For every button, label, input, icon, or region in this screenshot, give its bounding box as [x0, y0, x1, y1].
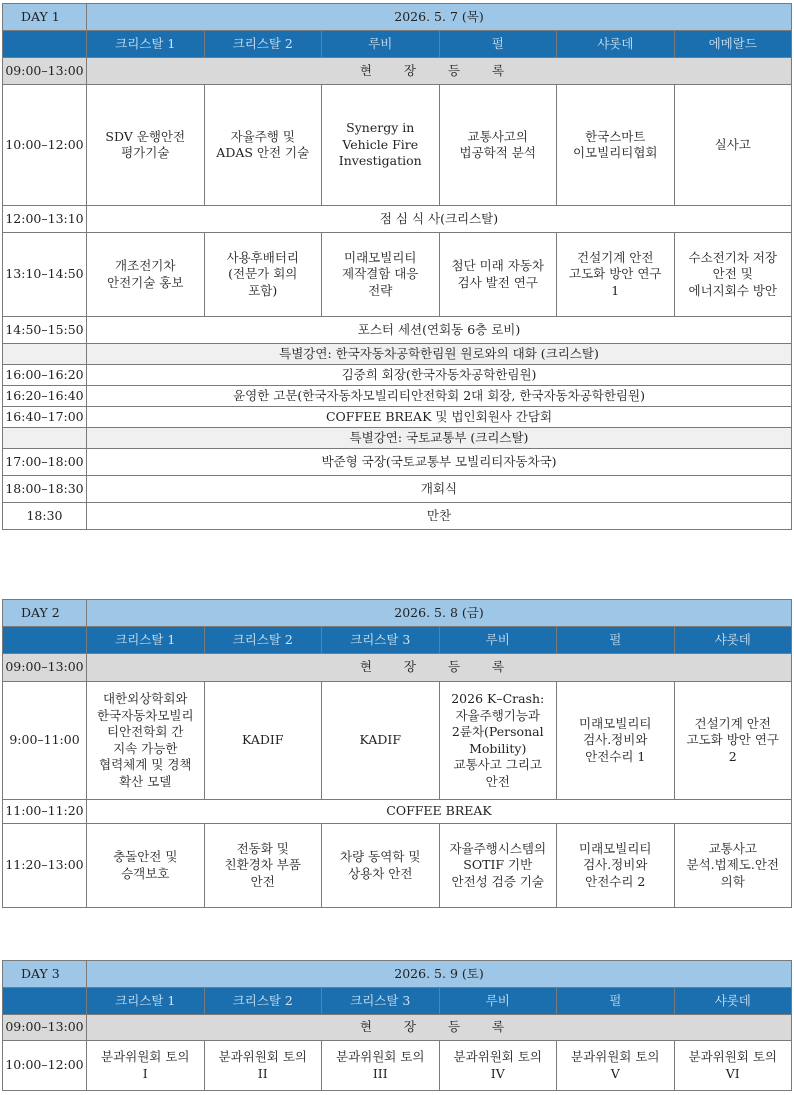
session-cell: 차량 동역학 및 상용차 안전: [322, 824, 440, 908]
time-cell: 09:00–13:00: [3, 1015, 87, 1041]
room-header: 크리스탈 1: [87, 31, 205, 58]
time-cell: 13:10–14:50: [3, 233, 87, 317]
day1-schedule-table: [2, 3, 792, 530]
coffee-row: [3, 407, 792, 428]
session-cell: 개조전기차 안전기술 홍보: [87, 233, 205, 317]
talk-cell: 박준형 국장(국토교통부 모빌리티자동차국): [87, 449, 792, 476]
talk-cell: 김중희 회장(한국자동차공학한림원): [87, 365, 792, 386]
time-cell: 11:20–13:00: [3, 824, 87, 908]
room-header: 샤롯데: [557, 31, 675, 58]
day-label: DAY 1: [3, 4, 87, 31]
lunch-cell: 점 심 식 사(크리스탈): [87, 206, 792, 233]
day-label: DAY 2: [3, 600, 87, 627]
session-cell: 분과위원회 토의 IV: [439, 1041, 557, 1091]
room-header: 루비: [322, 31, 440, 58]
time-cell: 09:00–13:00: [3, 654, 87, 682]
registration-row: [3, 654, 792, 682]
time-cell: 16:00–16:20: [3, 365, 87, 386]
poster-row: [3, 317, 792, 344]
day-label: DAY 3: [3, 961, 87, 988]
talk-row: [3, 365, 792, 386]
room-header-blank: [3, 31, 87, 58]
session-cell: 충돌안전 및 승객보호: [87, 824, 205, 908]
time-cell: 9:00–11:00: [3, 682, 87, 800]
room-header: 루비: [439, 627, 557, 654]
special-lecture-cell: 특별강연: 한국자동차공학한림원 원로와의 대화 (크리스탈): [87, 344, 792, 365]
session-cell: 수소전기차 저장 안전 및 에너지회수 방안: [674, 233, 792, 317]
dinner-row: [3, 503, 792, 530]
room-header: 크리스탈 2: [204, 988, 322, 1015]
session-cell: KADIF: [204, 682, 322, 800]
day3-schedule-table: [2, 960, 792, 1091]
session-cell: 자율주행시스템의 SOTIF 기반 안전성 검증 기술: [439, 824, 557, 908]
session-cell: KADIF: [322, 682, 440, 800]
time-cell: 14:50–15:50: [3, 317, 87, 344]
day2-header-row: [3, 600, 792, 627]
room-header: 샤롯데: [674, 988, 792, 1015]
session-cell: Synergy in Vehicle Fire Investigation: [322, 85, 440, 206]
session-cell: 첨단 미래 자동차 검사 발전 연구: [439, 233, 557, 317]
session-row: [3, 824, 792, 908]
session-cell: 미래모빌리티 검사.정비와 안전수리 1: [557, 682, 675, 800]
room-header: 펄: [557, 627, 675, 654]
poster-cell: 포스터 세션(연회동 6층 로비): [87, 317, 792, 344]
day1-room-row: [3, 31, 792, 58]
session-cell: 분과위원회 토의 V: [557, 1041, 675, 1091]
session-cell: 미래모빌리티 검사.정비와 안전수리 2: [557, 824, 675, 908]
room-header: 에메랄드: [674, 31, 792, 58]
time-cell: 10:00–12:00: [3, 85, 87, 206]
registration-cell: 현 장 등 록: [87, 58, 792, 85]
room-header: 펄: [557, 988, 675, 1015]
room-header: 크리스탈 3: [322, 988, 440, 1015]
day2-schedule-table: [2, 599, 792, 908]
time-cell: 18:30: [3, 503, 87, 530]
session-cell: 건설기계 안전 고도화 방안 연구 1: [557, 233, 675, 317]
day3-room-row: [3, 988, 792, 1015]
session-cell: 실사고: [674, 85, 792, 206]
room-header: 루비: [439, 988, 557, 1015]
time-cell-blank: [3, 428, 87, 449]
time-cell: 10:00–12:00: [3, 1041, 87, 1091]
registration-row: [3, 58, 792, 85]
session-cell: 교통사고 분석.법제도.안전 의학: [674, 824, 792, 908]
session-cell: SDV 운행안전 평가기술: [87, 85, 205, 206]
room-header: 펄: [439, 31, 557, 58]
session-cell: 사용후배터리 (전문가 회의 포함): [204, 233, 322, 317]
day-date: 2026. 5. 8 (금): [87, 600, 792, 627]
day3-header-row: [3, 961, 792, 988]
registration-cell: 현 장 등 록: [87, 654, 792, 682]
session-cell: 분과위원회 토의 I: [87, 1041, 205, 1091]
special-lecture-row: [3, 344, 792, 365]
session-cell: 교통사고의 법공학적 분석: [439, 85, 557, 206]
session-cell: 자율주행 및 ADAS 안전 기술: [204, 85, 322, 206]
lunch-row: [3, 206, 792, 233]
registration-cell: 현 장 등 록: [87, 1015, 792, 1041]
time-cell: 18:00–18:30: [3, 476, 87, 503]
room-header: 샤롯데: [674, 627, 792, 654]
room-header-blank: [3, 627, 87, 654]
room-header: 크리스탈 1: [87, 627, 205, 654]
session-cell: 한국스마트 이모빌리티협회: [557, 85, 675, 206]
special-lecture-cell: 특별강연: 국토교통부 (크리스탈): [87, 428, 792, 449]
session-cell: 건설기계 안전 고도화 방안 연구 2: [674, 682, 792, 800]
opening-row: [3, 476, 792, 503]
day-date: 2026. 5. 7 (목): [87, 4, 792, 31]
dinner-cell: 만찬: [87, 503, 792, 530]
session-cell: 2026 K–Crash: 자율주행기능과 2륜차(Personal Mobility) 교통사고 그리고 안전: [439, 682, 557, 800]
talk-row: [3, 386, 792, 407]
session-cell: 분과위원회 토의 VI: [674, 1041, 792, 1091]
special-lecture-row: [3, 428, 792, 449]
session-cell: 대한외상학회와 한국자동차모빌리 티안전학회 간 지속 가능한 협력체계 및 경책 확산 모델: [87, 682, 205, 800]
registration-row: [3, 1015, 792, 1041]
room-header: 크리스탈 2: [204, 31, 322, 58]
time-cell: 16:40–17:00: [3, 407, 87, 428]
time-cell: 12:00–13:10: [3, 206, 87, 233]
session-row: [3, 85, 792, 206]
talk-row: [3, 449, 792, 476]
time-cell-blank: [3, 344, 87, 365]
time-cell: 17:00–18:00: [3, 449, 87, 476]
day-date: 2026. 5. 9 (토): [87, 961, 792, 988]
session-cell: 전동화 및 친환경차 부품 안전: [204, 824, 322, 908]
session-cell: 분과위원회 토의 III: [322, 1041, 440, 1091]
coffee-row: [3, 800, 792, 824]
coffee-cell: COFFEE BREAK 및 법인회원사 간담회: [87, 407, 792, 428]
coffee-cell: COFFEE BREAK: [87, 800, 792, 824]
session-row: [3, 1041, 792, 1091]
session-row: [3, 233, 792, 317]
room-header-blank: [3, 988, 87, 1015]
time-cell: 09:00–13:00: [3, 58, 87, 85]
talk-cell: 윤영한 고문(한국자동차모빌리티안전학회 2대 회장, 한국자동차공학한림원): [87, 386, 792, 407]
time-cell: 16:20–16:40: [3, 386, 87, 407]
opening-cell: 개회식: [87, 476, 792, 503]
session-cell: 분과위원회 토의 II: [204, 1041, 322, 1091]
session-cell: 미래모빌리티 제작결함 대응 전략: [322, 233, 440, 317]
session-row: [3, 682, 792, 800]
room-header: 크리스탈 1: [87, 988, 205, 1015]
room-header: 크리스탈 3: [322, 627, 440, 654]
day2-room-row: [3, 627, 792, 654]
day1-header-row: [3, 4, 792, 31]
room-header: 크리스탈 2: [204, 627, 322, 654]
time-cell: 11:00–11:20: [3, 800, 87, 824]
